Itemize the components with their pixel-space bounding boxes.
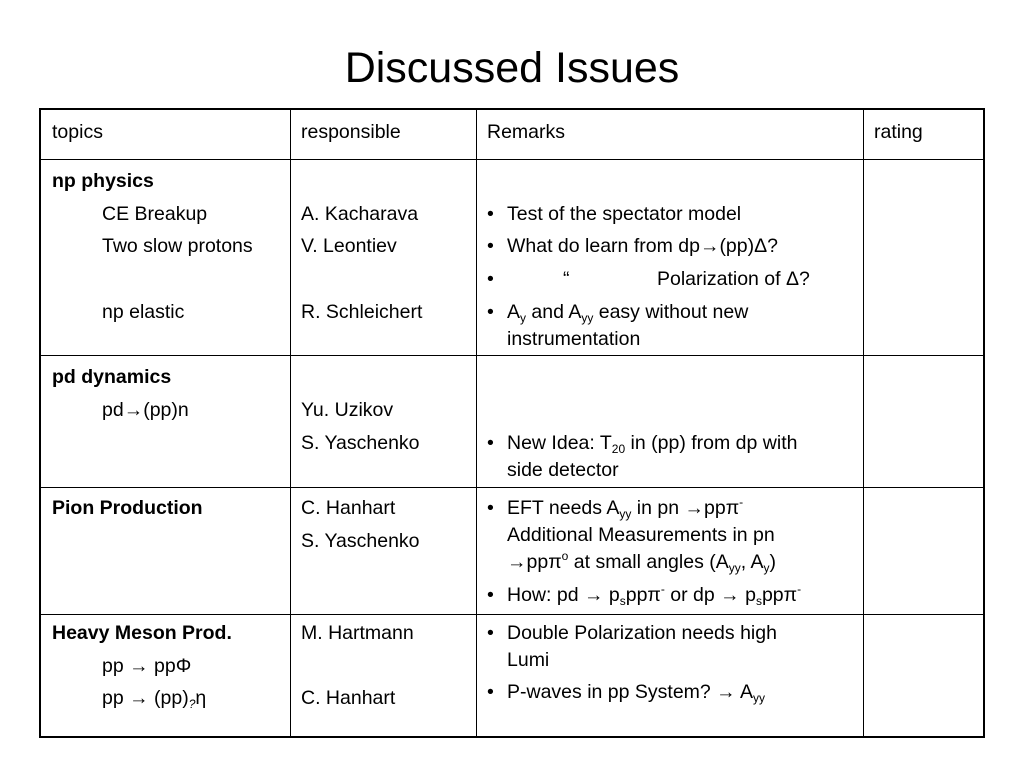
bullet-marker: • [487, 432, 494, 454]
bullet-marker: • [487, 681, 494, 703]
subtopic: np elastic [102, 301, 185, 323]
subtopic: CE Breakup [102, 203, 208, 225]
arrow-icon: → [716, 681, 736, 703]
responsible-person: S. Yaschenko [301, 530, 420, 552]
bullet-marker: • [487, 301, 494, 323]
row-divider [41, 159, 983, 160]
row-divider [41, 355, 983, 356]
responsible-person: A. Kacharava [301, 203, 419, 225]
arrow-icon: → [129, 687, 149, 709]
remark-item-continued: side detector [507, 459, 619, 481]
remark-item: $A_y$ and $A_{yy}$ easy without new [507, 301, 749, 325]
ditto-mark: “ [563, 268, 570, 290]
topic-heading: np physics [52, 170, 154, 192]
header-topics: topics [52, 121, 103, 143]
slide-title: Discussed Issues [344, 44, 680, 92]
remark-item: How: pd → $p_spp\pi^-$ or dp → $p_spp\pi^-$ [507, 582, 802, 608]
arrow-icon: → [684, 497, 705, 519]
row-divider [41, 614, 983, 615]
bullet-marker: • [487, 268, 494, 290]
remark-item: Test of the spectator model [507, 203, 742, 225]
remark-item-continued: →ppπ$^o$ at small angles ($A_{yy}$, $A_y$) [507, 549, 777, 575]
subtopic: Two slow protons [102, 235, 253, 257]
remark-item: Polarization of Δ? [657, 268, 810, 290]
topic-heading: Heavy Meson Prod. [52, 622, 232, 644]
arrow-icon: → [720, 584, 740, 606]
remark-item-continued: Lumi [507, 649, 550, 671]
responsible-person: S. Yaschenko [301, 432, 420, 454]
topic-heading: Pion Production [52, 497, 203, 519]
remark-item-continued: Additional Measurements in pn [507, 524, 775, 546]
arrow-icon: → [583, 584, 604, 606]
arrow-icon: → [123, 399, 144, 421]
topic-heading: pd dynamics [52, 366, 172, 388]
header-remarks: Remarks [487, 121, 566, 143]
remark-item: New Idea: $T_{20}$ in (pp) from dp with [507, 432, 798, 456]
column-divider [290, 110, 291, 736]
header-responsible: responsible [301, 121, 401, 143]
header-rating: rating [874, 121, 923, 143]
remark-item-continued: instrumentation [507, 328, 641, 350]
responsible-person: R. Schleichert [301, 301, 423, 323]
remark-item: What do learn from dp→(pp)Δ? [507, 235, 778, 257]
remark-item: Double Polarization needs high [507, 622, 777, 644]
responsible-person: V. Leontiev [301, 235, 397, 257]
subtopic: pp → ppΦ [102, 655, 192, 677]
responsible-person: C. Hanhart [301, 687, 396, 709]
subtopic: pd→(pp)n [102, 399, 189, 421]
issues-table [39, 108, 985, 738]
responsible-person: Yu. Uzikov [301, 399, 394, 421]
remark-item: P-waves in pp System? → $A_{yy}$ [507, 681, 766, 705]
responsible-person: C. Hanhart [301, 497, 396, 519]
column-divider [863, 110, 864, 736]
arrow-icon: → [507, 551, 527, 573]
arrow-icon: → [129, 655, 149, 677]
bullet-marker: • [487, 235, 494, 257]
bullet-marker: • [487, 622, 494, 644]
bullet-marker: • [487, 203, 494, 225]
responsible-person: M. Hartmann [301, 622, 414, 644]
subtopic: pp → $(pp)_?\eta$ [102, 687, 207, 711]
bullet-marker: • [487, 584, 494, 606]
column-divider [476, 110, 477, 736]
row-divider [41, 487, 983, 488]
remark-item: EFT needs $A_{yy}$ in pn →ppπ- [507, 495, 744, 521]
bullet-marker: • [487, 497, 494, 519]
arrow-icon: → [699, 235, 720, 257]
